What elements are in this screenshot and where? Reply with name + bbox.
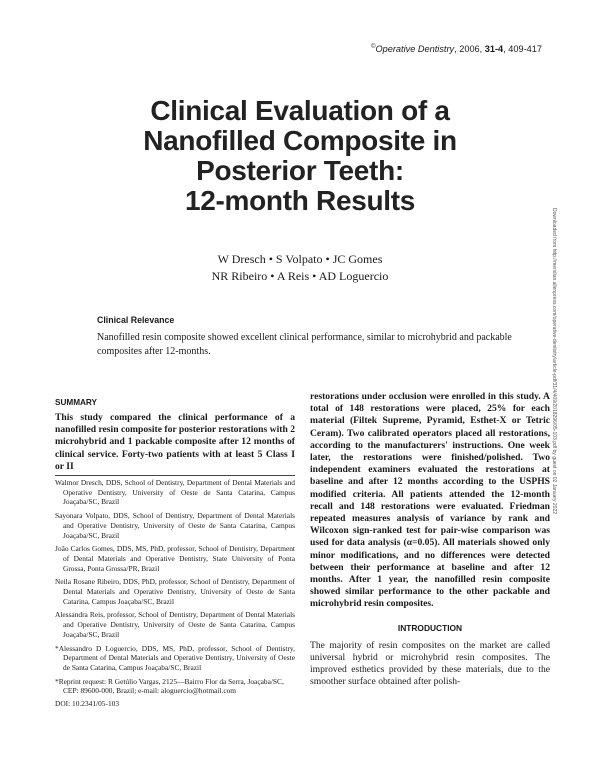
author-line: W Dresch • S Volpato • JC Gomes [217, 252, 383, 266]
left-column [55, 398, 295, 709]
affiliation-item: *Alessandro D Loguercio, DDS, MS, PhD, professor, School of Dentistry, Department of Dental Materials and Operative Dentistry, University of Oeste de Santa Catarina, Campus Joaçaba/SC, Brazil [55, 643, 295, 672]
reprint-request: *Reprint request: R Getúlio Vargas, 2125—Bairro Flor da Serra, Joaçaba/SC, CEP: 89600-000, Brazil; e-mail: aloguercio@hotmail.com [55, 676, 284, 696]
affiliation-item: João Carlos Gomes, DDS, MS, PhD, professor, School of Dentistry, Department of Dental Materials and Operative Dentistry, State University of Ponta Grossa, Ponta Grossa/PR, Brazil [55, 544, 295, 573]
title-line: Posterior Teeth: [196, 155, 404, 186]
title-line: 12-month Results [184, 185, 416, 216]
journal-volume: 31-4 [484, 44, 504, 54]
clinical-relevance-text: Nanofilled resin composite showed excellent clinical performance, similar to microhybrid and packable composites after 12-months. [97, 332, 512, 357]
affiliation-item: Alessandra Reis, professor, School of Dentistry, Department of Dental Materials and Operative Dentistry, University of Oeste de Santa Catarina, Campus Joaçaba/SC, Brazil [55, 610, 295, 639]
journal-pages: , 409-417 [503, 44, 542, 54]
introduction-heading: INTRODUCTION [397, 622, 463, 633]
summary-heading: SUMMARY [55, 398, 97, 407]
title-line: Nanofilled Composite in [143, 125, 457, 156]
journal-citation [371, 44, 542, 54]
affiliation-item: Sayonara Volpato, DDS, School of Dentistry, Department of Dental Materials and Operative Dentistry, University of Oeste de Santa Catarina, Campus Joaçaba/SC, Brazil [55, 511, 295, 540]
title-line: Clinical Evaluation of a [150, 95, 450, 126]
copyright-symbol: © [371, 44, 376, 50]
journal-name: Operative Dentistry [375, 44, 455, 54]
introduction-text: The majority of resin composites on the market are called universal hybrid or microhybrid resin composites. The improved esthetics provided by these materials, due to the smoother surface obtained after polish- [310, 639, 550, 688]
abstract-continued: restorations under occlusion were enrolled in this study. A total of 148 restorations were placed, 25% for each material (Filtek Supreme, Pyramid, Esthet-X or Tetric Ceram). Two calibrated operators placed all restorations, according to the manufacturers' instructions. One week later, the restorations were finished/polished. Two independent examiners evaluated the restorations at baseline and after 12 months according to the USPHS modified criteria. All patients attended the 12-month recall and 148 restorations were evaluated. Friedman repeated measures analysis of variance by rank and Wilcoxon sign-ranked test for pair-wise comparison was used for data analysis (α=0.05). All materials showed only minor modifications, and no differences were detected between their performance at baseline and after 12 months. After 1 year, the nanofilled resin composite showed similar performance to the other packable and microhybrid resin composites. [310, 391, 550, 610]
article-title [90, 96, 510, 216]
right-column [310, 391, 550, 688]
author-list [150, 251, 450, 285]
affiliation-item: Walmor Dresch, DDS, School of Dentistry, Department of Dental Materials and Operative Dentistry, University of Oeste de Santa Catarina, Campus Joaçaba/SC, Brazil [55, 478, 295, 507]
affiliation-item: Neila Rosane Ribeiro, DDS, PhD, professor, School of Dentistry, Department of Dental Materials and Operative Dentistry, University of Oeste de Santa Catarina, Campus Joaçaba/SC, Brazil [55, 577, 295, 606]
author-line: NR Ribeiro • A Reis • AD Loguercio [211, 269, 389, 283]
journal-year: , 2006, [454, 44, 485, 54]
doi: DOI: 10.2341/05-103 [55, 699, 120, 709]
clinical-relevance-heading: Clinical Relevance [97, 315, 175, 325]
affiliations [55, 475, 295, 673]
download-side-note: Downloaded from http://meridian.allenpress.com/operative-dentistry/article-pdf/31/4/409/2018296/05-103.pdf by guest on 02 January 2022 [551, 208, 557, 515]
summary-text: This study compared the clinical performance of a nanofilled resin composite for posterior restorations with 2 microhybrid and 1 packable composite after 12 months of clinical service. Forty-two patients with at least 5 Class I or II [55, 412, 295, 472]
